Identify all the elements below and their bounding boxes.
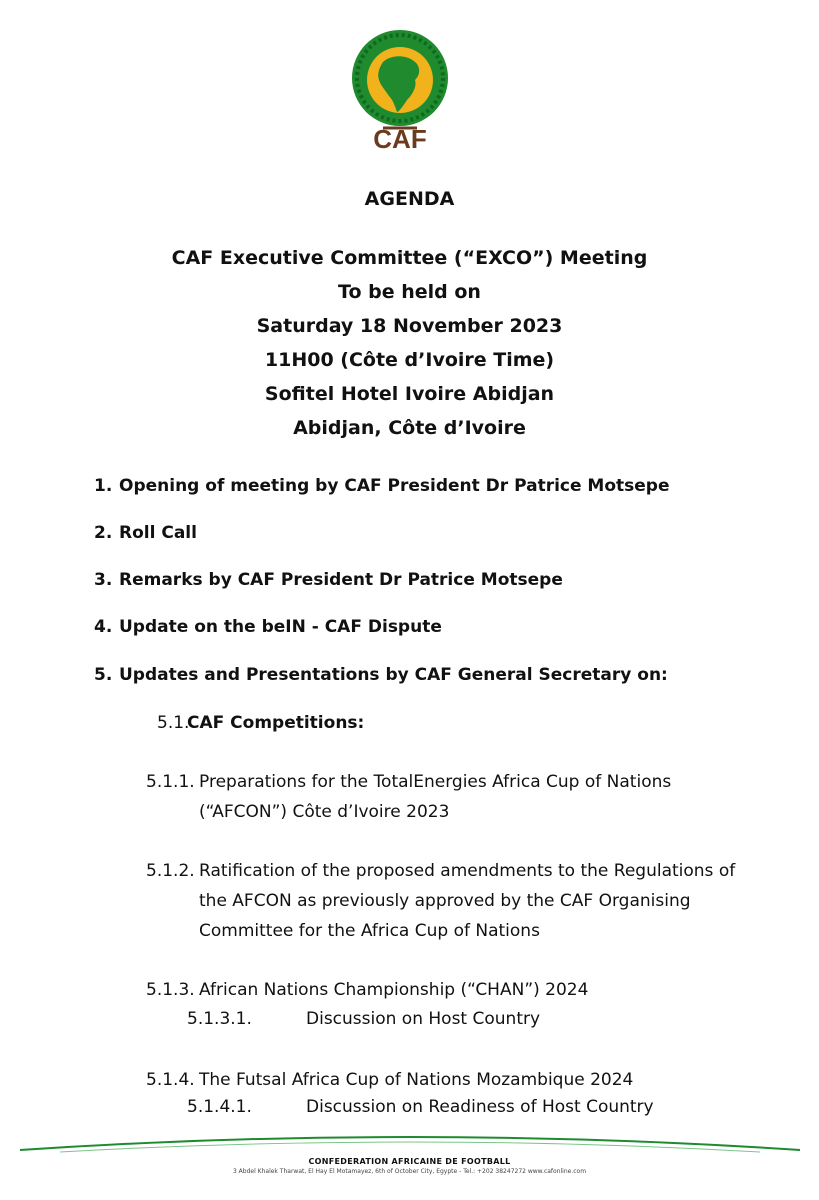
agenda-item-text: Opening of meeting by CAF President Dr Patrice Motsepe bbox=[119, 476, 670, 496]
agenda-item-number: 4. bbox=[94, 617, 113, 637]
sub-item bbox=[146, 975, 739, 1005]
meeting-city: Abidjan, Côte d’Ivoire bbox=[293, 417, 526, 439]
sub-item-number: 5.1.1. bbox=[146, 772, 195, 792]
footer-organization: CONFEDERATION AFRICAINE DE FOOTBALL bbox=[308, 1157, 511, 1166]
sub-item bbox=[146, 1065, 739, 1095]
meeting-title: CAF Executive Committee (“EXCO”) Meeting bbox=[171, 247, 648, 269]
meeting-header bbox=[0, 241, 819, 445]
agenda-item bbox=[94, 523, 197, 543]
meeting-held-on: To be held on bbox=[338, 281, 481, 303]
agenda-item-text: Updates and Presentations by CAF General Secretary on: bbox=[119, 665, 668, 685]
agenda-item bbox=[94, 476, 670, 496]
sub-section bbox=[157, 713, 364, 733]
sub-item-number: 5.1.2. bbox=[146, 861, 195, 881]
agenda-item bbox=[94, 617, 442, 637]
agenda-title: AGENDA bbox=[364, 188, 455, 210]
footer-divider bbox=[0, 1122, 819, 1162]
sub-item bbox=[146, 767, 739, 827]
sub-sub-item-text: Discussion on Host Country bbox=[306, 1009, 541, 1029]
caf-logo bbox=[335, 20, 465, 155]
meeting-date: Saturday 18 November 2023 bbox=[256, 315, 563, 337]
agenda-item bbox=[94, 665, 668, 685]
sub-sub-item-text: Discussion on Readiness of Host Country bbox=[306, 1097, 654, 1117]
sub-item-text: Ratification of the proposed amendments to the Regulations of the AFCON as previously approved by the CAF Organising Committee for the Africa Cup of Nations bbox=[199, 861, 736, 941]
sub-sub-item bbox=[187, 1009, 541, 1029]
sub-sub-item-number: 5.1.4.1. bbox=[187, 1097, 252, 1117]
sub-item-number: 5.1.4. bbox=[146, 1070, 195, 1090]
sub-sub-item-number: 5.1.3.1. bbox=[187, 1009, 252, 1029]
agenda-item-text: Roll Call bbox=[119, 523, 197, 543]
agenda-item-number: 1. bbox=[94, 476, 113, 496]
agenda-item-number: 3. bbox=[94, 570, 113, 590]
sub-item-text: African Nations Championship (“CHAN”) 2024 bbox=[199, 980, 589, 1000]
agenda-item-number: 5. bbox=[94, 665, 113, 685]
footer-address: 3 Abdel Khalek Tharwat, El Hay El Motamayez, 6th of October City, Egypte - Tel.: +202 38247272 www.cafonline.com bbox=[232, 1168, 587, 1175]
sub-item-text: The Futsal Africa Cup of Nations Mozambique 2024 bbox=[199, 1070, 634, 1090]
logo-text: CAF bbox=[373, 124, 427, 154]
sub-item bbox=[146, 856, 739, 946]
sub-item-number: 5.1.3. bbox=[146, 980, 195, 1000]
sub-section-number: 5.1. bbox=[157, 713, 190, 733]
sub-item-text: Preparations for the TotalEnergies Africa Cup of Nations (“AFCON”) Côte d’Ivoire 2023 bbox=[199, 772, 672, 822]
meeting-venue: Sofitel Hotel Ivoire Abidjan bbox=[264, 383, 555, 405]
agenda-item-text: Remarks by CAF President Dr Patrice Motsepe bbox=[119, 570, 563, 590]
agenda-item-number: 2. bbox=[94, 523, 113, 543]
sub-section-title: CAF Competitions: bbox=[187, 713, 365, 733]
meeting-time: 11H00 (Côte d’Ivoire Time) bbox=[264, 349, 555, 371]
agenda-item bbox=[94, 570, 563, 590]
agenda-item-text: Update on the beIN - CAF Dispute bbox=[119, 617, 442, 637]
sub-sub-item bbox=[187, 1097, 654, 1117]
